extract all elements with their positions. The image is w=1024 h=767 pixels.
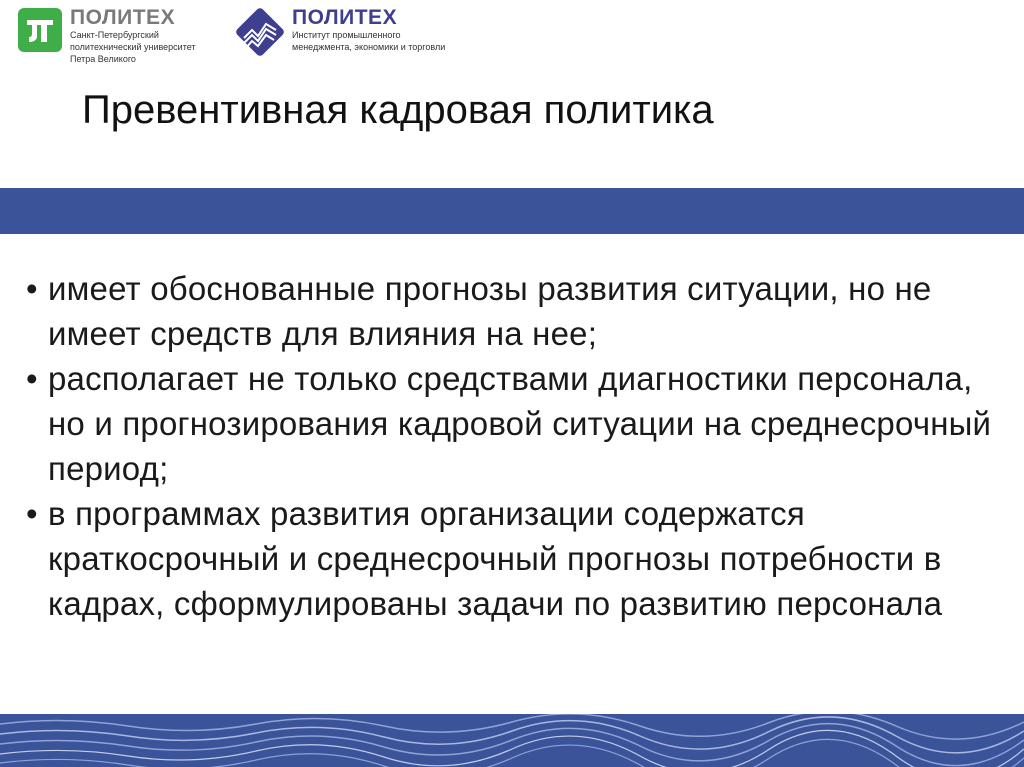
slide-title: Превентивная кадровая политика xyxy=(82,88,714,132)
bullet-dot: • xyxy=(26,270,38,307)
polytech-emblem-icon xyxy=(18,8,62,52)
institute-emblem-icon xyxy=(236,8,284,56)
logo-name: ПОЛИТЕХ xyxy=(292,6,398,29)
bullet-dot: • xyxy=(26,495,38,532)
bullet-text: располагает не только средствами диагностики персонала, но и прогнозирования кадровой ситуации на среднесрочный период; xyxy=(48,360,992,487)
bullet-text: в программах развития организации содержатся краткосрочный и среднесрочный прогнозы потребности в кадрах, сформулированы задачи по развитию персонала xyxy=(48,495,943,622)
logo-subtitle-line: менеджмента, экономики и торговли xyxy=(292,42,446,52)
slide-header xyxy=(0,0,1024,188)
bullet-item xyxy=(26,266,996,356)
footer-wave-band xyxy=(0,714,1024,767)
polytech-university-logo xyxy=(18,8,196,64)
logo-subtitle-line: Санкт-Петербургский xyxy=(70,30,159,40)
bullet-list xyxy=(26,266,996,626)
bullet-item xyxy=(26,491,996,626)
wave-pattern-icon xyxy=(0,714,1024,767)
header-band xyxy=(0,188,1024,234)
logo-subtitle-line: Институт промышленного xyxy=(292,30,401,40)
bullet-text: имеет обоснованные прогнозы развития ситуации, но не имеет средств для влияния на нее; xyxy=(48,270,932,352)
logo-subtitle-line: политехнический университет xyxy=(70,42,196,52)
bullet-item xyxy=(26,356,996,491)
bullet-dot: • xyxy=(26,360,38,397)
polytech-institute-logo xyxy=(236,8,445,56)
logo-subtitle-line: Петра Великого xyxy=(70,54,136,64)
logo-name: ПОЛИТЕХ xyxy=(70,6,176,29)
